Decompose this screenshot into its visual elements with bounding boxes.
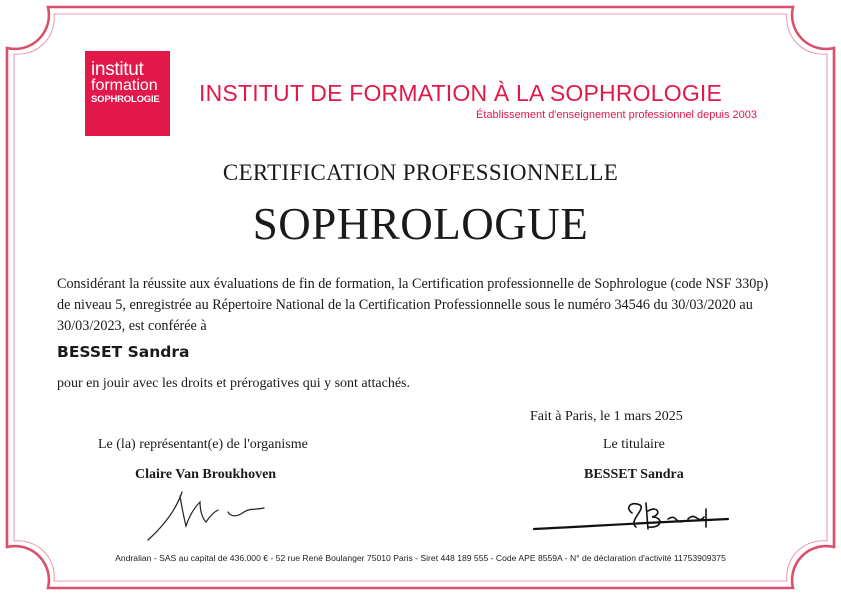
statement-line-2: de niveau 5, enregistrée au Répertoire National de la Certification Professionnelle sous le numéro 34546 du 30/03/2020 au (57, 297, 753, 313)
rights-statement: pour en jouir avec les droits et prérogatives qui y sont attachés. (57, 376, 411, 391)
certificate-statement (57, 274, 787, 337)
legal-footer: Andralian - SAS au capital de 436.000 € - 52 rue René Boulanger 75010 Paris - Siret 448 189 555 - Code APE 8559A - N° de déclaration d'activité 11753909375 (115, 553, 726, 563)
representative-name: Claire Van Broukhoven (135, 467, 277, 482)
logo-line-formation: formation (91, 77, 158, 94)
recipient-name: BESSET Sandra (57, 343, 190, 361)
certificate-title: SOPHROLOGUE (252, 199, 589, 249)
representative-label: Le (la) représentant(e) de l'organisme (98, 437, 308, 452)
institute-logo (85, 51, 170, 136)
certificate-type: CERTIFICATION PROFESSIONNELLE (222, 160, 619, 185)
statement-line-3: 30/03/2023, est conférée à (57, 318, 207, 334)
institution-subtitle: Établissement d'enseignement professionnel depuis 2003 (476, 109, 757, 121)
logo-line-sophrologie: SOPHROLOGIE (91, 94, 160, 105)
logo-line-institut: institut (91, 59, 144, 80)
place-and-date: Fait à Paris, le 1 mars 2025 (530, 409, 683, 424)
representative-signature (140, 490, 270, 545)
institution-name: INSTITUT DE FORMATION À LA SOPHROLOGIE (199, 80, 723, 106)
statement-line-1: Considérant la réussite aux évaluations de fin de formation, la Certification professionnelle de Sophrologue (code NSF 330p) (57, 276, 769, 292)
holder-label: Le titulaire (603, 437, 665, 452)
holder-signature (528, 495, 738, 540)
holder-name: BESSET Sandra (584, 467, 684, 482)
